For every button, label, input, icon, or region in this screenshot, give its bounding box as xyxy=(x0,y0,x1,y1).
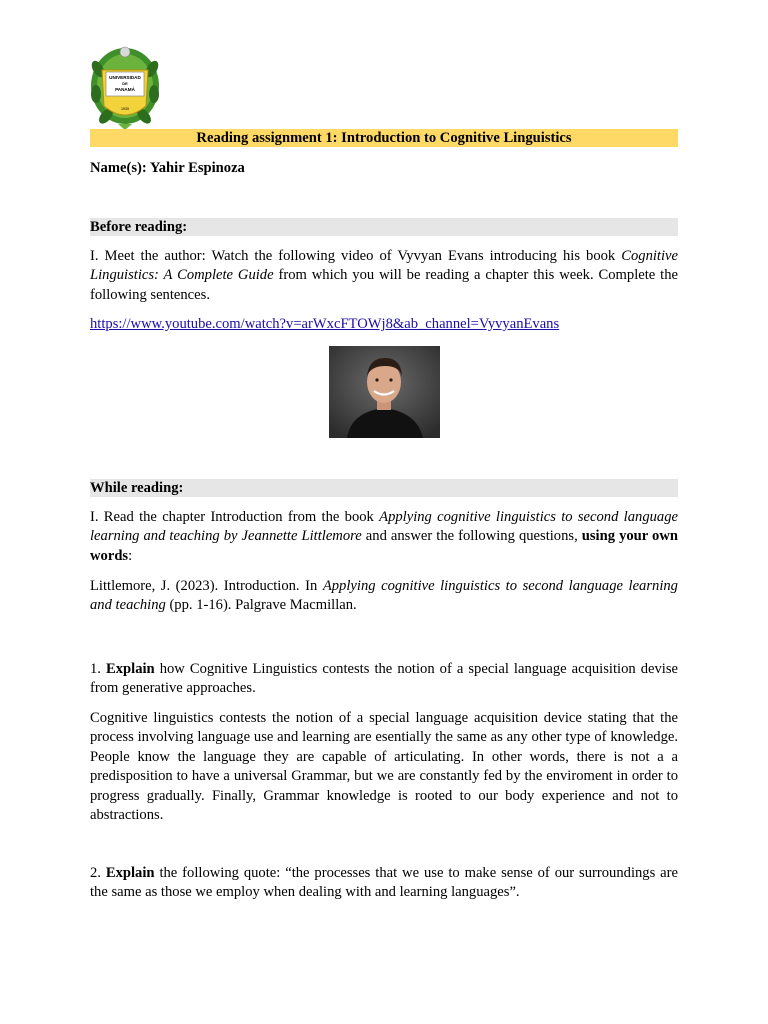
question-2 xyxy=(90,864,678,903)
citation-suffix: (pp. 1-16). Palgrave Macmillan. xyxy=(165,597,357,614)
instruction-emphasis: using your own words xyxy=(90,528,678,564)
seal-text-line: UNIVERSIDAD xyxy=(109,75,141,80)
student-name: Name(s): Yahir Espinoza xyxy=(90,160,245,176)
while-reading-heading: While reading: xyxy=(90,479,678,497)
instruction-middle: and answer the following questions, xyxy=(361,528,582,545)
question-number: 1. xyxy=(90,661,106,677)
question-number: 2. xyxy=(90,865,106,881)
university-seal-logo xyxy=(88,44,162,130)
question-verb: Explain xyxy=(106,661,155,677)
question-verb: Explain xyxy=(105,865,155,881)
seal-text-line: 1935 xyxy=(121,107,129,111)
while-reading-instructions xyxy=(90,508,678,566)
instruction-book-title: Applying cognitive linguistics to second language learning and teaching by Jeannette Littlemore xyxy=(90,509,678,545)
question-text: how Cognitive Linguistics contests the notion of a special language acquisition devise from generative approaches. xyxy=(90,661,679,697)
instruction-suffix: : xyxy=(128,547,133,564)
video-link[interactable]: https://www.youtube.com/watch?v=arWxcFTOWj8&ab_channel=VyvyanEvans xyxy=(90,316,560,332)
answer-1: Cognitive linguistics contests the notion of a special language acquisition device stating that the process involving language use and learning are esentially the same as any other type of knowledge. People know the language they are capable of articulating. In other words, there is not a a predisposition to have a universal Grammar, but we are constantly fed by the enviroment in order to progress gradually. Finally, Grammar knowledge is rooted to our body experience and not to abstractions. xyxy=(90,710,678,824)
author-portrait-image xyxy=(329,346,440,438)
question-text: the following quote: “the processes that we use to make sense of our surroundings are the same as those we employ when dealing with and learning languages”. xyxy=(90,865,678,901)
citation xyxy=(90,577,678,616)
before-reading-instructions xyxy=(90,247,678,305)
citation-title: Applying cognitive linguistics to second language learning and teaching xyxy=(90,578,678,614)
video-link-line xyxy=(90,315,678,334)
before-reading-heading: Before reading: xyxy=(90,218,678,236)
seal-text-line: DE xyxy=(122,81,128,86)
assignment-title: Reading assignment 1: Introduction to Cognitive Linguistics xyxy=(90,129,678,147)
intro-suffix: from which you will be reading a chapter this week. Complete the following sentences. xyxy=(90,267,678,303)
seal-text-line: PANAMÁ xyxy=(115,87,135,92)
question-1 xyxy=(90,660,678,699)
book-title: Cognitive Linguistics: A Complete Guide xyxy=(90,248,678,284)
instruction-prefix: I. Read the chapter Introduction from the book xyxy=(90,509,380,525)
intro-prefix: I. Meet the author: Watch the following video of Vyvyan Evans introducing his book xyxy=(90,248,622,264)
citation-prefix: Littlemore, J. (2023). Introduction. In xyxy=(90,578,323,594)
